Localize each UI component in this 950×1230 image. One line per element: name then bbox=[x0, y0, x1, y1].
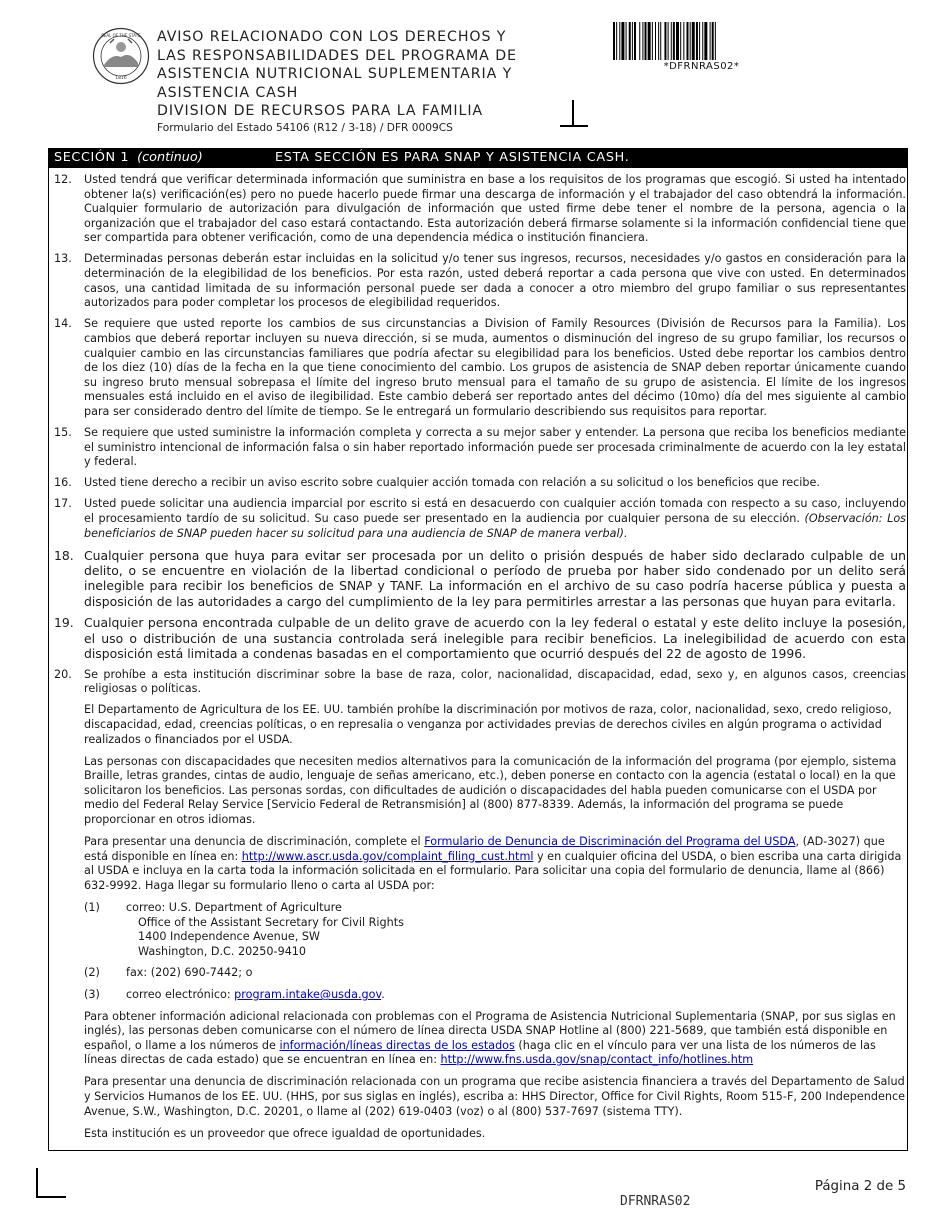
barcode-bar bbox=[642, 22, 643, 60]
state-hotlines-link[interactable]: información/líneas directas de los estados bbox=[279, 1038, 515, 1052]
list-item: 18. Cualquier persona que huya para evitar ser procesada por un delito o prisión después de haber sido declarado culpable de un delito, o se encuentre en violación de la libertad condicional o período de prueba por haber sido condenado por un delito será inelegible para recibir los beneficios de SNAP y TANF. La información en el archivo de su caso podría hacerse pública y puesta a disposición de las autoridades a cargo del cumplimiento de la ley para permitirles arrestar a las personas que huyan para evitarla. bbox=[54, 547, 906, 609]
title-line: DIVISION DE RECURSOS PARA LA FAMILIA bbox=[157, 103, 484, 119]
hhs-paragraph: Para presentar una denuncia de discriminación relacionada con un programa que recibe asistencia financiera a través del Departamento de Salud y Servicios Humanos de los EE. UU. (HHS, por sus siglas en inglés), escriba a: HHS Director, Office for Civil Rights, Room 515-F, 200 Independence Avenue, S.W., Washington, D.C. 20201, o llame al (202) 619-0403 (voz) o al (800) 537-7697 (sistema TTY). bbox=[84, 1075, 905, 1118]
barcode-bar bbox=[645, 22, 647, 60]
email-link[interactable]: program.intake@usda.gov bbox=[234, 988, 382, 1002]
barcode-bar bbox=[699, 22, 700, 60]
disability-paragraph: Las personas con discapacidades que necesiten medios alternativos para la comunicación de la información del programa (por ejemplo, sistema Braille, letras grandes, cintas de audio, lenguaje de señas americano, etc.), deben ponerse en contacto con la agencia (estatal o local) en la que solicitaron los beneficios. Las personas sordas, con dificultades de audición o discapacidades del habla pueden comunicarse con el USDA por medio del Federal Relay Service [Servicio Federal de Retransmisión] al (800) 877-8339. Además, la información del programa se puede proporcionar en otros idiomas. bbox=[84, 754, 897, 827]
title-line: LAS RESPONSABILIDADES DEL PROGRAMA DE bbox=[157, 47, 517, 64]
title-line: ASISTENCIA NUTRICIONAL SUPLEMENTARIA Y bbox=[157, 66, 513, 82]
section-continued: (continuo) bbox=[137, 150, 203, 165]
list-item: 14. Se requiere que usted reporte los cambios de sus circunstancias a Division of Family Resources (División de Recursos para la Familia). Los cambios que deberá reportar incluyen su nueva dirección, si se muda, aumentos o disminución del ingreso de su grupo familiar, los recursos o cualquier cambio en las circunstancias familiares que podría afectar su elegibilidad para los beneficios. Usted debe reportar los cambios dentro de los diez (10) días de la fecha en la que tiene conocimiento del cambio. Los grupos de asistencia de SNAP deben reportar únicamente cuando su ingreso bruto mensual sobrepasa el límite del ingreso bruto mensual para el tamaño de su grupo de asistencia. El límite de los ingresos mensuales está incluido en el aviso de ilegibilidad. Este cambio deberá ser reportado antes del décimo (10mo) día del mes siguiente al cambio para ser considerado dentro del límite de tiempo. Se le entregará un formulario describiendo sus requisitos para reportar. bbox=[54, 317, 906, 418]
hearing-note: (Observación: Los beneficiarios de SNAP pueden hacer su solicitud para una audiencia de SNAP de manera verbal). bbox=[84, 511, 906, 540]
barcode-bar bbox=[671, 22, 672, 60]
equal-opportunity-statement: Esta institución es un proveedor que ofrece igualdad de oportunidades. bbox=[84, 1126, 486, 1140]
section-label: SECCIÓN 1 (continuo) bbox=[54, 150, 203, 165]
barcode-text: *DFRNRAS02* bbox=[663, 61, 740, 72]
barcode-bar bbox=[658, 22, 659, 60]
barcode-bar bbox=[715, 22, 716, 60]
barcode-bar bbox=[660, 22, 661, 60]
complaint-form-link[interactable]: Formulario de Denuncia de Discriminación del Programa del USDA bbox=[424, 835, 796, 849]
barcode-bar bbox=[673, 22, 675, 60]
form-number: Formulario del Estado 54106 (R12 / 3-18) / DFR 0009CS bbox=[157, 122, 453, 134]
list-item: 12. Usted tendrá que verificar determinada información que suministra en base a los requisitos de los programas que escogió. Si usted ha intentado obtener la(s) verificación(es) pero no puede hacerlo puede firmar una descarga de información y el trabajador del caso obtendrá la información. Cualquier formulario de autorización para divulgación de información que usted firme debe tener el nombre de la persona, agencia o la organización que el trabajador del caso estará contactando. Esta autorización deberá firmarse solamente si la información confidencial tiene que ser compartida para obtener verificación, como de una dependencia médica o institución financiera. bbox=[54, 173, 906, 245]
barcode-bar bbox=[668, 22, 669, 60]
barcode-bar bbox=[655, 22, 656, 60]
complaint-paragraph: Para presentar una denuncia de discriminación, complete el Formulario de Denuncia de Discriminación del Programa del USDA, (AD-3027) que está disponible en línea en: http://www.ascr.usda.gov/complaint_filing_cust.html y en cualquier oficina del USDA, o bien escriba una carta dirigida al USDA e incluya en la carta toda la información solicitada en el formulario. Para solicitar una copia del formulario de denuncia, llame al (866) 632-9992. Haga llegar su formulario lleno o carta al USDA por: bbox=[84, 835, 902, 892]
list-item: 19. Cualquier persona encontrada culpable de un delito grave de acuerdo con la ley federal o estatal y este delito incluye la posesión, el uso o distribución de una sustancia controlada será inelegible para recibir beneficios. La inelegibilidad de acuerdo con esta disposición está limitada a condenas basadas en el comportamiento que ocurrió después del 22 de agosto de 1996. bbox=[54, 615, 906, 661]
barcode-bar bbox=[629, 22, 631, 60]
barcode-bar bbox=[652, 22, 653, 60]
section-header bbox=[48, 148, 908, 168]
page-number: Página 2 de 5 bbox=[814, 1179, 906, 1194]
items-list bbox=[54, 173, 906, 1149]
barcode-bar bbox=[692, 22, 695, 60]
barcode-bar bbox=[639, 22, 640, 60]
barcode-bar bbox=[696, 22, 698, 60]
barcode-bar bbox=[676, 22, 679, 60]
barcode-bar bbox=[613, 22, 615, 60]
barcode-bar bbox=[634, 22, 636, 60]
barcode-bar bbox=[648, 22, 651, 60]
list-item: (1) correo: U.S. Department of Agriculture Office of the Assistant Secretary for Civil Rights 1400 Independence Avenue, SW Washington, D.C. 20250-9410 bbox=[84, 901, 906, 959]
list-item: 13. Determinadas personas deberán estar incluidas en la solicitud y/o tener sus ingresos, recursos, necesidades y/o gastos en consideración para la determinación de la elegibilidad de los beneficios. Por esta razón, usted deberá reportar a cada persona que vive con usted. En determinados casos, una cantidad limitada de su información personal puede ser dada a conocer a otro miembro del grupo familiar o sus representantes autorizados para poder completar los procesos de elegibilidad requeridos. bbox=[54, 252, 906, 310]
barcode-bar bbox=[712, 22, 714, 60]
section-title: ESTA SECCIÓN ES PARA SNAP Y ASISTENCIA CASH. bbox=[275, 150, 630, 165]
list-item: 15. Se requiere que usted suministre la información completa y correcta a su mejor saber y entender. La persona que reciba los beneficios mediante el suministro intencional de información falsa o sin haber reportado información puede ser procesada criminalmente de acuerdo con la ley estatal y federal. bbox=[54, 426, 906, 469]
barcode-bar bbox=[619, 22, 620, 60]
barcode-bar bbox=[683, 22, 684, 60]
footer-form-code: DFRNRAS02 bbox=[620, 1194, 691, 1209]
barcode-bar bbox=[710, 22, 711, 60]
barcode-bar bbox=[687, 22, 689, 60]
list-item: 17. Usted puede solicitar una audiencia imparcial por escrito si está en desacuerdo con cualquier acción tomada con respecto a su caso, incluyendo el procesamiento tardío de su solicitud. Su caso puede ser presentado en la audiencia por cualquier persona de su elección. (Observación: Los beneficiarios de SNAP pueden hacer su solicitud para una audiencia de SNAP de manera verbal). bbox=[54, 497, 906, 540]
crop-mark-icon bbox=[560, 100, 588, 128]
contact-methods bbox=[54, 901, 906, 1003]
barcode-bar bbox=[704, 22, 707, 60]
crop-mark-icon bbox=[36, 1168, 66, 1198]
barcode-bar bbox=[664, 22, 666, 60]
title-line: ASISTENCIA CASH bbox=[157, 84, 299, 101]
title-line: AVISO RELACIONADO CON LOS DERECHOS Y bbox=[157, 29, 507, 45]
address-line: Washington, D.C. 20250-9410 bbox=[138, 944, 307, 958]
list-item: 16. Usted tiene derecho a recibir un aviso escrito sobre cualquier acción tomada con relación a su solicitud o los beneficios que recibe. bbox=[54, 476, 820, 490]
barcode-bar bbox=[632, 22, 633, 60]
barcode-bar bbox=[626, 22, 627, 60]
list-item: (2) fax: (202) 690-7442; o bbox=[84, 966, 253, 980]
barcode-bar bbox=[680, 22, 681, 60]
snap-hotline-paragraph: Para obtener información adicional relacionada con problemas con el Programa de Asistencia Nutricional Suplementaria (SNAP, por sus siglas en inglés), las personas deben comunicarse con el número de línea directa USDA SNAP Hotline al (800) 221-5689, que también está disponible en español, o llame a los números de información/líneas directas de los estados (haga clic en el vínculo para ver una lista de los números de las líneas directas de cada estado) que se encuentran en línea en: http://www.fns.usda.gov/snap/contact_info/hotlines.htm bbox=[84, 1009, 896, 1067]
complaint-url-link[interactable]: http://www.ascr.usda.gov/complaint_filing_cust.html bbox=[241, 849, 534, 863]
svg-text:SEAL OF THE STATE: SEAL OF THE STATE bbox=[101, 33, 141, 38]
barcode-bar bbox=[690, 22, 691, 60]
state-seal-logo bbox=[92, 27, 150, 85]
usda-paragraph: El Departamento de Agricultura de los EE. UU. también prohíbe la discriminación por motivos de raza, color, nacionalidad, sexo, credo religioso, discapacidad, edad, creencias políticas, o en represalia o venganza por actividades previas de derechos civiles en algún programa o actividad realizados o financiados por el USDA. bbox=[84, 703, 892, 746]
barcode-bar bbox=[616, 22, 617, 60]
barcode-bar bbox=[621, 22, 624, 60]
barcode bbox=[613, 22, 790, 60]
form-title bbox=[157, 28, 557, 121]
barcode-bar bbox=[702, 22, 703, 60]
list-item: (3) correo electrónico: program.intake@usda.gov. bbox=[84, 988, 385, 1002]
list-item: 20. Se prohíbe a esta institución discriminar sobre la base de raza, color, nacionalidad, discapacidad, edad, sexo y, en algunos casos, creencias religiosas o políticas. bbox=[54, 667, 906, 696]
hotlines-url-link[interactable]: http://www.fns.usda.gov/snap/contact_info/hotlines.htm bbox=[440, 1053, 754, 1067]
address-line: Office of the Assistant Secretary for Civil Rights bbox=[138, 915, 404, 929]
address-line: 1400 Independence Avenue, SW bbox=[138, 930, 320, 944]
svg-text:1816: 1816 bbox=[115, 76, 127, 81]
